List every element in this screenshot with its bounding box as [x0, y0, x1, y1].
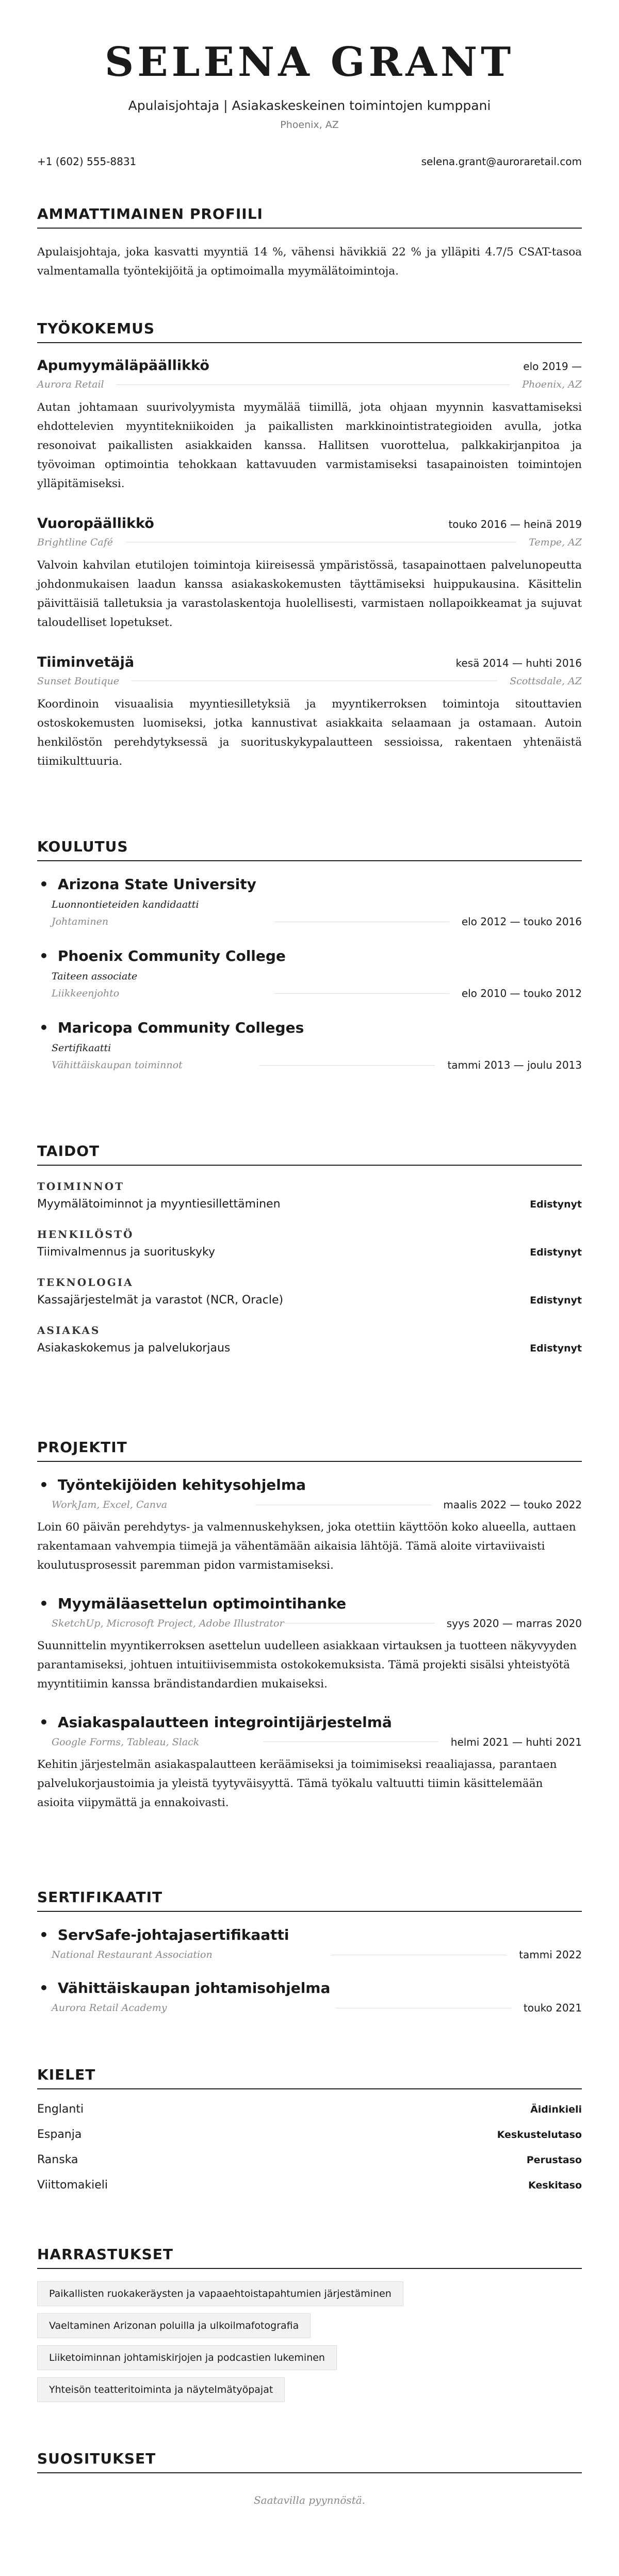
bullet-icon: • [39, 876, 48, 893]
certification-name: Vähittäiskaupan johtamisohjelma [57, 1979, 331, 1997]
skill-level: Edistynyt [530, 1343, 582, 1354]
section-title-certifications: SERTIFIKAATIT [37, 1889, 582, 1912]
project-tools: WorkJam, Excel, Canva [52, 1499, 168, 1510]
profile-section [37, 205, 582, 281]
job-title: Apumyymäläpäällikkö [37, 358, 209, 374]
interest-tag: Vaeltaminen Arizonan poluilla ja ulkoilmafotografia [37, 2313, 311, 2338]
education-item [37, 876, 582, 928]
section-title-education: KOULUTUS [37, 838, 582, 861]
section-title-skills: TAIDOT [37, 1142, 582, 1166]
school-name: Arizona State University [57, 876, 256, 893]
project-description: Kehitin järjestelmän asiakaspalautteen keräämiseksi ja toimimiseksi reaaliajassa, parantaen palvelukorjaustoimia ja yleistä tyytyväisyyttä. Tämä työkalu valtuutti tiimin käsittelemään asioita viipymättä ja ennakoivasti. [37, 1758, 557, 1809]
field-of-study: Vähittäiskaupan toiminnot [52, 1059, 183, 1071]
job-title: Tiiminvetäjä [37, 654, 135, 670]
project-item [37, 1476, 582, 1575]
education-section [37, 838, 582, 1071]
job-item [37, 654, 582, 771]
project-description: Loin 60 päivän perehdytys- ja valmennuskehyksen, joka otettiin käyttöön koko alueella, auttaen rakentamaan vahvempia tiimejä ja vähentämään aikaisia lähtöjä. Tämä aloite virtaviivaisti koulutusprosessit paremman pidon varmistamiseksi. [37, 1521, 576, 1572]
job-company: Sunset Boutique [37, 675, 120, 687]
skills-section [37, 1142, 582, 1355]
certification-date: tammi 2022 [519, 1949, 582, 1961]
project-name: Työntekijöiden kehitysohjelma [57, 1476, 306, 1493]
languages-section [37, 2066, 582, 2192]
interest-tag: Paikallisten ruokakeräysten ja vapaaehtoistapahtumien järjestäminen [37, 2281, 403, 2306]
language-level: Keskustelutaso [497, 2129, 582, 2140]
divider-line [117, 384, 510, 385]
interest-tag: Yhteisön teatteritoiminta ja näytelmätyöpajat [37, 2377, 285, 2402]
skill-category: TOIMINNOT [37, 1180, 125, 1193]
phone: +1 (602) 555-8831 [37, 155, 137, 168]
field-of-study: Johtaminen [52, 916, 109, 927]
project-item [37, 1595, 582, 1694]
experience-section [37, 320, 582, 771]
project-dates: helmi 2021 — huhti 2021 [450, 1735, 582, 1748]
job-dates: touko 2016 — heinä 2019 [448, 518, 582, 530]
job-company: Brightline Café [37, 536, 113, 548]
field-of-study: Liikkeenjohto [52, 988, 120, 999]
bullet-icon: • [39, 1019, 48, 1036]
education-dates: elo 2010 — touko 2012 [461, 987, 582, 1000]
bullet-icon: • [39, 1979, 48, 1997]
degree: Sertifikaatti [52, 1042, 111, 1054]
section-title-interests: HARRASTUKSET [37, 2246, 582, 2269]
section-title-profile: AMMATTIMAINEN PROFIILI [37, 205, 582, 229]
interest-tag: Liiketoiminnan johtamiskirjojen ja podcastien lukeminen [37, 2345, 337, 2370]
headline: Apulaisjohtaja | Asiakaskeskeinen toimintojen kumppani [128, 98, 491, 113]
language-name: Viittomakieli [37, 2179, 108, 2192]
project-dates: syys 2020 — marras 2020 [446, 1617, 582, 1630]
skill-name: Tiimivalmennus ja suorituskyky [37, 1246, 215, 1259]
language-row [37, 2179, 582, 2192]
interests-section [37, 2246, 582, 2402]
language-row [37, 2103, 582, 2116]
skill-group [37, 1324, 582, 1355]
language-row [37, 2153, 582, 2166]
language-name: Ranska [37, 2153, 78, 2166]
language-level: Keskitaso [528, 2180, 582, 2191]
project-dates: maalis 2022 — touko 2022 [443, 1499, 582, 1511]
references-section [37, 2450, 582, 2506]
language-level: Äidinkieli [530, 2104, 582, 2115]
job-item [37, 358, 582, 494]
project-tools: SketchUp, Microsoft Project, Adobe Illustrator [52, 1617, 284, 1629]
job-dates: kesä 2014 — huhti 2016 [455, 656, 582, 669]
language-name: Englanti [37, 2103, 84, 2116]
bullet-icon: • [39, 1713, 48, 1731]
language-name: Espanja [37, 2128, 82, 2141]
section-title-references: SUOSITUKSET [37, 2450, 582, 2473]
job-location: Scottsdale, AZ [510, 675, 582, 687]
project-description: Suunnittelin myyntikerroksen asettelun uudelleen asiakkaan virtauksen ja tuotteen näkyvyyden parantamiseksi, johtuen intuitiivisemmista ostokokemuksista. Tämä projekti sisälsi yhteistyötä myyntitiimin kanssa brändistandardien mukaiseksi. [37, 1639, 577, 1691]
job-location: Tempe, AZ [529, 536, 582, 548]
contact-row [37, 155, 582, 168]
degree: Luonnontieteiden kandidaatti [52, 899, 199, 910]
skill-category: ASIAKAS [37, 1324, 101, 1337]
section-title-experience: TYÖKOKEMUS [37, 320, 582, 343]
certification-item [37, 1926, 582, 1961]
skill-category: HENKILÖSTÖ [37, 1228, 134, 1241]
skill-category: TEKNOLOGIA [37, 1276, 134, 1289]
degree: Taiteen associate [52, 971, 138, 982]
skill-name: Asiakaskokemus ja palvelukorjaus [37, 1342, 231, 1355]
bullet-icon: • [39, 1926, 48, 1943]
divider-line [274, 993, 449, 994]
bullet-icon: • [39, 947, 48, 964]
education-item [37, 947, 582, 1000]
location: Phoenix, AZ [280, 119, 339, 131]
school-name: Maricopa Community Colleges [57, 1019, 304, 1036]
job-item [37, 516, 582, 633]
job-title: Vuoropäällikkö [37, 515, 154, 532]
job-description: Autan johtamaan suurivolyymista myymälää tiimillä, jota ohjaan myynnin kasvattamiseksi ehdottelevien myyntitekniikoiden ja paikallisten markkinointistrategioiden avulla, jotka resonoivat paikallisten asiakkaiden kanssa. Hallitsen vuorottelua, palkkakirjanpitoa ja työvoiman optimointia tehokkaan kattavuuden varmistamiseksi tasapainoisten toimintojen ylläpitämiseksi. [37, 401, 582, 490]
projects-section [37, 1439, 582, 1813]
skill-name: Myymälätoiminnot ja myyntiesillettäminen [37, 1198, 281, 1211]
skill-level: Edistynyt [530, 1247, 582, 1258]
certification-item [37, 1979, 582, 2014]
job-description: Koordinoin visuaalisia myyntiesilletyksiä ja myyntikerroksen toimintoja sitouttavien ostoskokemusten luomiseksi, jotka kannustivat asiakkaita selaamaan ja ostamaan. Autoin henkilöstön perehdytyksessä ja suorituskykypalautteen sessioissa, rakentaen yhtenäistä tiimikulttuuria. [37, 697, 582, 768]
job-description: Valvoin kahvilan etutilojen toimintoja kiireisessä ympäristössä, tasapainottaen palvelunopeutta johdonmukaisen laadun kanssa asiakaskokemusten täyttämiseksi huippukausina. Käsittelin päivittäisiä talletuksia ja varastolaskentoja huolellisesti, varmistaen nollapoikkeamat ja sujuvat taloudelliset lopetukset. [37, 558, 582, 629]
candidate-name: SELENA GRANT [104, 39, 515, 86]
job-dates: elo 2019 — [523, 360, 582, 373]
job-location: Phoenix, AZ [522, 379, 582, 390]
language-level: Perustaso [526, 2154, 582, 2166]
bullet-icon: • [39, 1476, 48, 1493]
education-dates: tammi 2013 — joulu 2013 [447, 1059, 582, 1071]
project-name: Asiakaspalautteen integrointijärjestelmä [57, 1713, 392, 1731]
skill-group [37, 1180, 582, 1211]
certification-name: ServSafe-johtajasertifikaatti [57, 1926, 289, 1943]
project-tools: Google Forms, Tableau, Slack [52, 1736, 200, 1748]
language-row [37, 2128, 582, 2141]
divider-line [259, 1065, 435, 1066]
project-item [37, 1714, 582, 1813]
certification-issuer: National Restaurant Association [52, 1949, 213, 1960]
certification-date: touko 2021 [523, 2002, 582, 2014]
section-title-projects: PROJEKTIT [37, 1439, 582, 1462]
email: selena.grant@auroraretail.com [421, 155, 582, 168]
skill-group [37, 1228, 582, 1259]
school-name: Phoenix Community College [57, 947, 286, 964]
skill-name: Kassajärjestelmät ja varastot (NCR, Oracle) [37, 1294, 284, 1307]
project-name: Myymäläasettelun optimointihanke [57, 1595, 347, 1612]
skill-group [37, 1276, 582, 1307]
education-dates: elo 2012 — touko 2016 [461, 915, 582, 928]
skill-level: Edistynyt [530, 1295, 582, 1306]
references-text: Saatavilla pyynnöstä. [253, 2494, 366, 2506]
section-title-languages: KIELET [37, 2066, 582, 2089]
job-company: Aurora Retail [37, 379, 104, 390]
profile-text: Apulaisjohtaja, joka kasvatti myyntiä 14 %, vähensi hävikkiä 22 % ja ylläpiti 4.7/5 CSAT-tasoa valmentamalla työntekijöitä ja optimoimalla myymälätoimintoja. [37, 246, 582, 278]
skill-level: Edistynyt [530, 1199, 582, 1210]
education-item [37, 1019, 582, 1071]
certifications-section [37, 1889, 582, 2014]
certification-issuer: Aurora Retail Academy [52, 2002, 167, 2014]
bullet-icon: • [39, 1595, 48, 1612]
